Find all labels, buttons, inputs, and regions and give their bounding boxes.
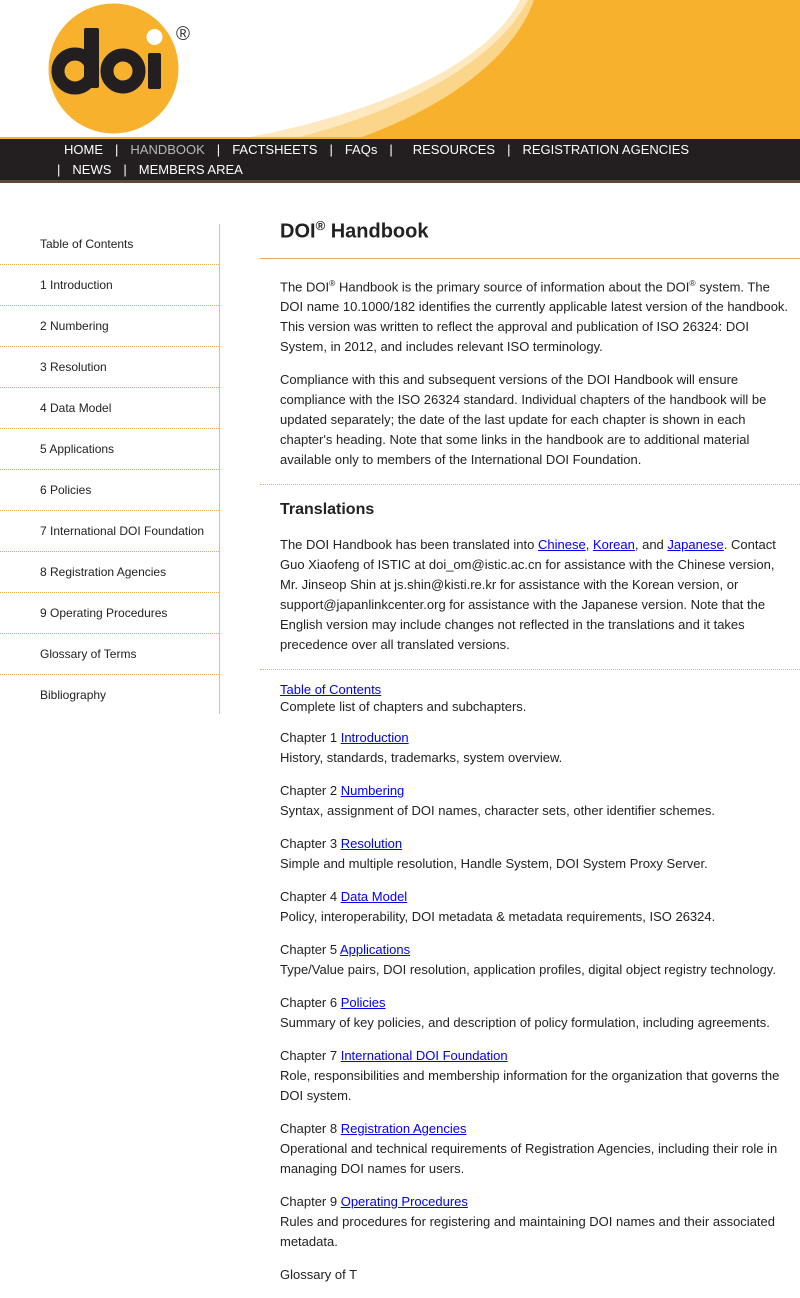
chapter-label: Glossary of T xyxy=(280,1266,358,1282)
nav-members-area[interactable]: MEMBERS AREA xyxy=(138,162,243,177)
nav-separator: | xyxy=(389,142,393,157)
translations-text: , xyxy=(585,536,593,552)
sidebar-item-applications[interactable]: 5 Applications xyxy=(0,429,219,470)
chapter-label: Chapter 8 xyxy=(280,1120,341,1136)
handbook-sidebar xyxy=(0,224,220,714)
chapter-description: Type/Value pairs, DOI resolution, application profiles, digital object registry technology. xyxy=(280,961,776,977)
link-chinese[interactable]: Chinese xyxy=(538,536,586,552)
registered-mark: ® xyxy=(176,24,190,45)
site-header xyxy=(0,0,800,137)
chapter-description: Simple and multiple resolution, Handle System, DOI System Proxy Server. xyxy=(280,855,708,871)
chapter-link[interactable]: Policies xyxy=(340,994,386,1010)
chapter-description: Role, responsibilities and membership information for the organization that governs the DOI system. xyxy=(280,1067,780,1103)
intro-paragraph-2: Compliance with this and subsequent versions of the DOI Handbook will ensure compliance with the ISO 26324 standard. Individual chapters of the handbook will be updated separately; the date of the last update for each chapter is shown in each chapter's heading. Note that some links in the handbook are to additional material available only to members of the International DOI Foundation. xyxy=(280,371,767,467)
intro-paragraph-1 xyxy=(260,273,800,357)
nav-resources[interactable]: RESOURCES xyxy=(412,142,496,157)
translations-text: . Contact Guo Xiaofeng of ISTIC at doi_om@istic.ac.cn for assistance with the Chinese version, Mr. Jinseop Shin at js.shin@kisti.re.kr for assistance with the Korean version, or support@japanlinkcenter.org for assistance with the Japanese version. Note that the English version may include changes not reflected in the translations and it takes precedence over all translated versions. xyxy=(280,536,776,652)
nav-news[interactable]: NEWS xyxy=(72,162,112,177)
chapter-label: Chapter 2 xyxy=(280,782,341,798)
link-korean[interactable]: Korean xyxy=(592,536,635,552)
chapter-link[interactable]: Numbering xyxy=(340,782,405,798)
chapter-description: Rules and procedures for registering and maintaining DOI names and their associated metadata. xyxy=(280,1213,775,1249)
chapter-entry xyxy=(280,940,790,980)
sidebar-item-data-model[interactable]: 4 Data Model xyxy=(0,388,219,429)
chapter-link[interactable]: Registration Agencies xyxy=(340,1120,467,1136)
intro-text: The DOI xyxy=(280,278,330,294)
intro-text: system. The DOI name 10.1000/182 identifies the currently applicable latest version of the handbook. This version was written to reflect the approval and publication of ISO 26324: DOI System, in 2012, and includes relevant ISO terminology. xyxy=(280,278,789,354)
chapter-label: Chapter 6 xyxy=(280,994,341,1010)
registered-mark: ® xyxy=(329,277,336,288)
chapter-label: Chapter 7 xyxy=(280,1047,341,1063)
chapters-section xyxy=(260,669,800,1285)
translations-paragraph xyxy=(260,535,800,655)
translations-section xyxy=(260,484,800,669)
link-table-of-contents[interactable]: Table of Contents xyxy=(280,681,382,697)
chapter-entry xyxy=(280,1192,790,1252)
registered-mark: ® xyxy=(689,277,696,288)
page-title xyxy=(260,218,800,259)
sidebar-item-table-of-contents[interactable]: Table of Contents xyxy=(0,224,219,265)
sidebar-item-bibliography[interactable]: Bibliography xyxy=(40,688,107,702)
sidebar-item-operating-procedures[interactable]: 9 Operating Procedures xyxy=(0,593,219,634)
chapter-entry xyxy=(280,1046,790,1106)
nav-handbook[interactable]: HANDBOOK xyxy=(130,142,205,157)
title-suffix: Handbook xyxy=(325,220,429,243)
chapter-description: Policy, interoperability, DOI metadata & metadata requirements, ISO 26324. xyxy=(280,908,716,924)
translations-text: The DOI Handbook has been translated into xyxy=(280,536,538,552)
chapter-description: Summary of key policies, and description of policy formulation, including agreements. xyxy=(280,1014,770,1030)
sidebar-item-resolution[interactable]: 3 Resolution xyxy=(0,347,219,388)
sidebar-item-international-doi-foundation[interactable]: 7 International DOI Foundation xyxy=(0,511,219,552)
chapter-link[interactable]: International DOI Foundation xyxy=(340,1047,508,1063)
nav-separator: | xyxy=(57,162,61,177)
nav-row-1 xyxy=(64,142,689,157)
nav-faqs[interactable]: FAQs xyxy=(344,142,378,157)
title-prefix: DOI xyxy=(280,220,316,243)
nav-separator: | xyxy=(123,162,127,177)
chapter-link[interactable]: Operating Procedures xyxy=(340,1193,468,1209)
nav-separator: | xyxy=(115,142,119,157)
doi-logo[interactable] xyxy=(48,3,179,134)
chapter-label: Chapter 5 xyxy=(280,941,340,957)
title-registered-mark: ® xyxy=(315,218,326,233)
chapter-description: Syntax, assignment of DOI names, character sets, other identifier schemes. xyxy=(280,802,715,818)
toc-description: Complete list of chapters and subchapters. xyxy=(280,698,527,714)
translations-text: , and xyxy=(634,536,668,552)
intro-text: Handbook is the primary source of information about the DOI xyxy=(335,278,690,294)
toc-entry xyxy=(280,681,790,715)
chapter-link[interactable]: Introduction xyxy=(340,729,409,745)
intro-section xyxy=(260,259,800,484)
translations-heading: Translations xyxy=(280,500,375,518)
nav-separator: | xyxy=(329,142,333,157)
chapter-entry xyxy=(280,834,790,874)
chapter-label: Chapter 4 xyxy=(280,888,341,904)
chapter-list xyxy=(260,681,800,1285)
chapter-link[interactable]: Data Model xyxy=(340,888,408,904)
chapter-entries xyxy=(280,728,790,1285)
main-content xyxy=(260,218,800,1298)
nav-home[interactable]: HOME xyxy=(64,142,103,157)
chapter-entry xyxy=(280,1265,790,1285)
nav-registration-agencies[interactable]: REGISTRATION AGENCIES xyxy=(522,142,690,157)
chapter-entry xyxy=(280,993,790,1033)
chapter-entry xyxy=(280,1119,790,1179)
chapter-link[interactable]: Applications xyxy=(340,941,411,957)
nav-separator: | xyxy=(507,142,511,157)
chapter-label: Chapter 1 xyxy=(280,729,341,745)
nav-factsheets[interactable]: FACTSHEETS xyxy=(232,142,318,157)
chapter-entry xyxy=(280,781,790,821)
chapter-label: Chapter 9 xyxy=(280,1193,341,1209)
chapter-link[interactable]: Resolution xyxy=(340,835,403,851)
chapter-entry xyxy=(280,887,790,927)
chapter-label: Chapter 3 xyxy=(280,835,341,851)
chapter-description: History, standards, trademarks, system overview. xyxy=(280,749,563,765)
sidebar-item-policies[interactable]: 6 Policies xyxy=(0,470,219,511)
sidebar-item-glossary[interactable]: Glossary of Terms xyxy=(0,634,219,675)
chapter-entry xyxy=(280,728,790,768)
sidebar-item-introduction[interactable]: 1 Introduction xyxy=(0,265,219,306)
chapter-description: Operational and technical requirements of Registration Agencies, including their role in managing DOI names for users. xyxy=(280,1140,778,1176)
nav-separator: | xyxy=(216,142,221,157)
main-navigation xyxy=(0,137,800,183)
sidebar-item-registration-agencies[interactable]: 8 Registration Agencies xyxy=(0,552,219,593)
nav-row-2 xyxy=(45,162,243,177)
link-japanese[interactable]: Japanese xyxy=(667,536,724,552)
sidebar-item-numbering[interactable]: 2 Numbering xyxy=(0,306,219,347)
